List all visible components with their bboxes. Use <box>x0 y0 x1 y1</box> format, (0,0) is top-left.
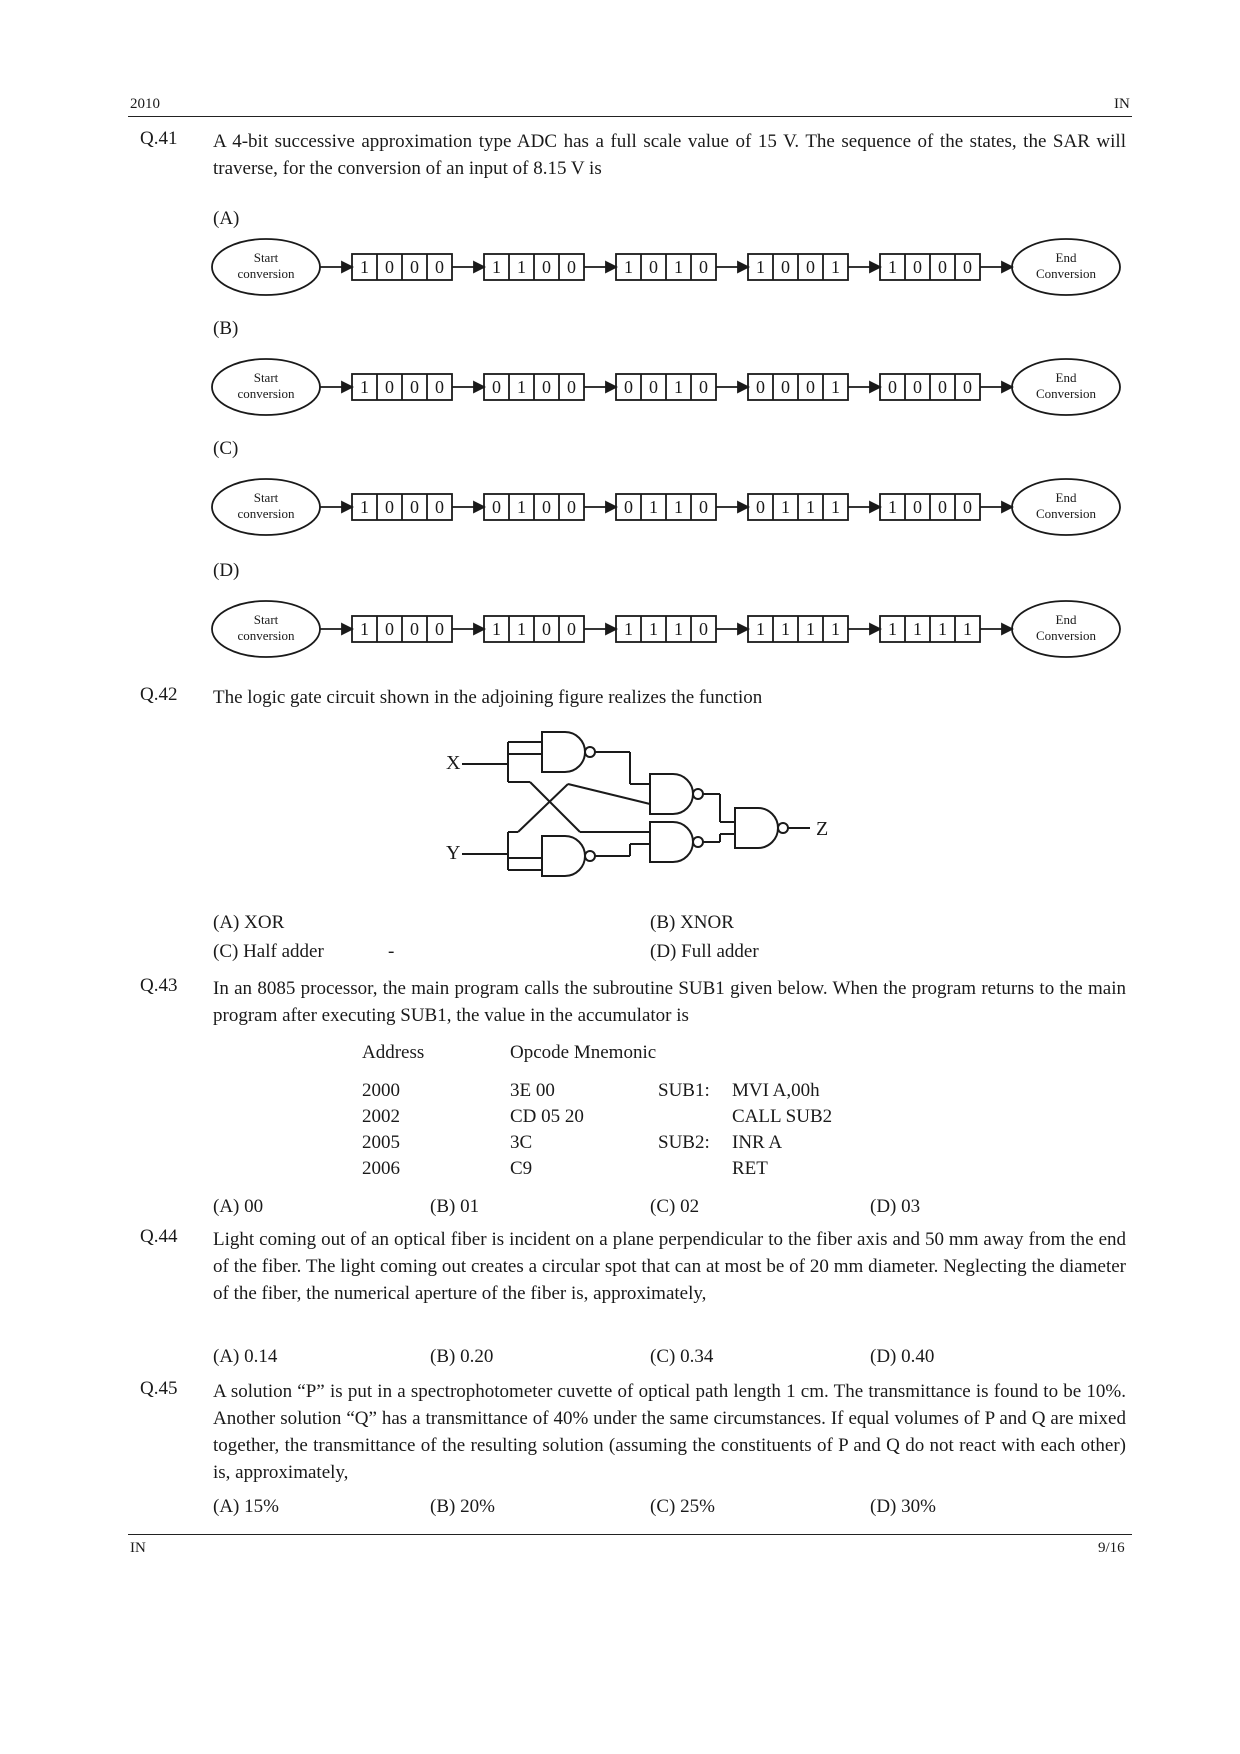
state-bit: 1 <box>517 497 526 517</box>
end-label: End <box>1055 490 1077 505</box>
q41-option-b-diagram <box>210 352 1130 422</box>
q42-output-z-label: Z <box>816 818 829 840</box>
state-bit: 0 <box>410 497 419 517</box>
q45-text: A solution “P” is put in a spectrophotometer cuvette of optical path length 1 cm. The transmittance is found to be 10%. Another solution “Q” has a transmittance of 40% under the same circumstances. If equal volumes of P and Q are mixed together, the transmittance of the resulting solution (assuming the constituents of P and Q do not react with each other) is, approximately, <box>213 1381 1126 1483</box>
state-bit: 1 <box>624 257 633 277</box>
arrow-head <box>870 502 880 512</box>
state-bit: 1 <box>674 497 683 517</box>
state-bit: 1 <box>624 619 633 639</box>
footer-page-number: 9/16 <box>1098 1540 1125 1556</box>
state-bit: 1 <box>649 497 658 517</box>
q44-option-d: (D) 0.40 <box>870 1346 935 1367</box>
state-bit: 1 <box>781 619 790 639</box>
state-bit: 0 <box>938 377 947 397</box>
sar-sequence-svg <box>210 232 1130 302</box>
sar-sequence-svg <box>210 472 1130 542</box>
arrow-head <box>1002 382 1012 392</box>
q43-row-opcode: CD 05 20 <box>510 1106 584 1127</box>
q41-option-b-label: (B) <box>213 318 239 339</box>
q44-number: Q.44 <box>140 1226 178 1247</box>
sar-sequence-svg <box>210 352 1130 422</box>
state-bit: 0 <box>385 497 394 517</box>
state-bit: 0 <box>410 619 419 639</box>
state-bit: 0 <box>913 377 922 397</box>
state-bit: 0 <box>492 377 501 397</box>
q43-row-opcode: C9 <box>510 1158 533 1179</box>
q41-text: A 4-bit successive approximation type ADC has a full scale value of 15 V. The sequence of the states, the SAR will traverse, for the conversion of an input of 8.15 V is <box>213 131 1126 179</box>
arrow-head <box>738 262 748 272</box>
state-bit: 1 <box>831 497 840 517</box>
q45-option-b: (B) 20% <box>430 1496 495 1517</box>
state-bit: 1 <box>781 497 790 517</box>
arrow-head <box>342 502 352 512</box>
q44-option-a: (A) 0.14 <box>213 1346 278 1367</box>
state-bit: 0 <box>963 497 972 517</box>
arrow-head <box>474 262 484 272</box>
state-bit: 0 <box>567 619 576 639</box>
state-bit: 1 <box>831 377 840 397</box>
arrow-head <box>606 382 616 392</box>
arrow-head <box>1002 262 1012 272</box>
state-bit: 0 <box>410 257 419 277</box>
state-bit: 1 <box>517 619 526 639</box>
state-bit: 1 <box>938 619 947 639</box>
state-bit: 0 <box>567 497 576 517</box>
q42-number: Q.42 <box>140 684 178 705</box>
state-bit: 1 <box>674 619 683 639</box>
start-label: conversion <box>237 628 295 643</box>
q45-option-c: (C) 25% <box>650 1496 715 1517</box>
state-bit: 1 <box>517 377 526 397</box>
q42-stray-mark: - <box>388 941 395 962</box>
state-bit: 1 <box>913 619 922 639</box>
arrow-head <box>606 624 616 634</box>
state-bit: 0 <box>913 497 922 517</box>
q45-number: Q.45 <box>140 1378 178 1399</box>
state-bit: 1 <box>360 377 369 397</box>
footer-rule <box>128 1534 1132 1535</box>
arrow-head <box>474 624 484 634</box>
state-bit: 0 <box>699 497 708 517</box>
state-bit: 0 <box>542 257 551 277</box>
end-label: End <box>1055 612 1077 627</box>
q43-row-label: SUB1: <box>658 1080 710 1101</box>
state-bit: 0 <box>542 619 551 639</box>
q42-text: The logic gate circuit shown in the adjoining figure realizes the function <box>213 687 763 708</box>
sar-sequence-svg <box>210 594 1130 664</box>
q43-row-address: 2006 <box>362 1158 400 1179</box>
arrow-head <box>870 624 880 634</box>
q43-option-b: (B) 01 <box>430 1196 480 1217</box>
q42-option-b: (B) XNOR <box>650 912 734 933</box>
q43-row-mnemonic: RET <box>732 1158 768 1179</box>
q44-option-c: (C) 0.34 <box>650 1346 714 1367</box>
arrow-head <box>870 262 880 272</box>
arrow-head <box>342 382 352 392</box>
q43-row-mnemonic: INR A <box>732 1132 783 1153</box>
q43-row-opcode: 3E 00 <box>510 1080 555 1101</box>
q43-option-a: (A) 00 <box>213 1196 264 1217</box>
state-bit: 1 <box>831 257 840 277</box>
state-bit: 1 <box>517 257 526 277</box>
start-label: Start <box>253 490 279 505</box>
start-label: conversion <box>237 386 295 401</box>
q43-row-address: 2002 <box>362 1106 400 1127</box>
state-bit: 0 <box>385 619 394 639</box>
q42-input-y-label: Y <box>446 842 461 864</box>
state-bit: 1 <box>806 497 815 517</box>
arrow-head <box>870 382 880 392</box>
state-bit: 0 <box>410 377 419 397</box>
state-bit: 0 <box>963 257 972 277</box>
state-bit: 0 <box>567 377 576 397</box>
state-bit: 0 <box>756 377 765 397</box>
q41-option-d-label: (D) <box>213 560 240 581</box>
state-bit: 0 <box>699 377 708 397</box>
end-label: Conversion <box>1036 628 1096 643</box>
state-bit: 0 <box>542 377 551 397</box>
state-bit: 1 <box>674 377 683 397</box>
start-label: Start <box>253 250 279 265</box>
q41-option-a-label: (A) <box>213 208 240 229</box>
state-bit: 1 <box>806 619 815 639</box>
state-bit: 0 <box>649 377 658 397</box>
q41-option-c-label: (C) <box>213 438 239 459</box>
q42-option-a: (A) XOR <box>213 912 285 933</box>
state-bit: 0 <box>806 377 815 397</box>
q43-row-opcode: 3C <box>510 1132 533 1153</box>
state-bit: 0 <box>649 257 658 277</box>
state-bit: 1 <box>674 257 683 277</box>
state-bit: 1 <box>888 257 897 277</box>
end-label: End <box>1055 370 1077 385</box>
state-bit: 0 <box>492 497 501 517</box>
arrow-head <box>738 382 748 392</box>
q43-row-mnemonic: MVI A,00h <box>732 1080 820 1101</box>
arrow-head <box>738 502 748 512</box>
q43-number: Q.43 <box>140 975 178 996</box>
state-bit: 1 <box>360 619 369 639</box>
state-bit: 0 <box>806 257 815 277</box>
arrow-head <box>342 624 352 634</box>
arrow-head <box>1002 502 1012 512</box>
q42-input-x-label: X <box>446 752 461 774</box>
state-bit: 1 <box>756 619 765 639</box>
q41-option-c-diagram <box>210 472 1130 542</box>
arrow-head <box>738 624 748 634</box>
arrow-head <box>474 502 484 512</box>
arrow-head <box>1002 624 1012 634</box>
state-bit: 0 <box>756 497 765 517</box>
state-bit: 0 <box>699 257 708 277</box>
state-bit: 1 <box>649 619 658 639</box>
q43-option-d: (D) 03 <box>870 1196 921 1217</box>
state-bit: 0 <box>699 619 708 639</box>
state-bit: 0 <box>435 497 444 517</box>
q44-option-b: (B) 0.20 <box>430 1346 494 1367</box>
state-bit: 0 <box>385 257 394 277</box>
arrow-head <box>474 382 484 392</box>
state-bit: 1 <box>888 497 897 517</box>
start-label: conversion <box>237 506 295 521</box>
state-bit: 0 <box>567 257 576 277</box>
state-bit: 1 <box>360 257 369 277</box>
state-bit: 0 <box>435 257 444 277</box>
q43-row-label: SUB2: <box>658 1132 710 1153</box>
q43-text: In an 8085 processor, the main program calls the subroutine SUB1 given below. When the program returns to the main program after executing SUB1, the value in the accumulator is <box>213 978 1126 1026</box>
q45-option-a: (A) 15% <box>213 1496 279 1517</box>
state-bit: 0 <box>781 257 790 277</box>
state-bit: 0 <box>435 377 444 397</box>
state-bit: 0 <box>435 619 444 639</box>
start-label: Start <box>253 370 279 385</box>
state-bit: 0 <box>888 377 897 397</box>
state-bit: 0 <box>385 377 394 397</box>
q42-logic-circuit <box>430 722 850 882</box>
state-bit: 0 <box>938 497 947 517</box>
arrow-head <box>606 502 616 512</box>
state-bit: 1 <box>360 497 369 517</box>
state-bit: 0 <box>542 497 551 517</box>
q42-option-c: (C) Half adder <box>213 941 324 962</box>
footer-paper: IN <box>130 1540 146 1556</box>
state-bit: 1 <box>756 257 765 277</box>
state-bit: 0 <box>913 257 922 277</box>
arrow-head <box>606 262 616 272</box>
state-bit: 0 <box>963 377 972 397</box>
end-label: Conversion <box>1036 266 1096 281</box>
q43-col-opcode: Opcode Mnemonic <box>510 1042 657 1063</box>
end-label: Conversion <box>1036 386 1096 401</box>
q43-col-address: Address <box>362 1042 425 1063</box>
q45-option-d: (D) 30% <box>870 1496 936 1517</box>
state-bit: 1 <box>963 619 972 639</box>
state-bit: 1 <box>888 619 897 639</box>
q42-option-d: (D) Full adder <box>650 941 759 962</box>
q43-option-c: (C) 02 <box>650 1196 700 1217</box>
state-bit: 0 <box>624 377 633 397</box>
q43-row-address: 2005 <box>362 1132 400 1153</box>
q43-row-mnemonic: CALL SUB2 <box>732 1106 833 1127</box>
end-label: Conversion <box>1036 506 1096 521</box>
state-bit: 1 <box>831 619 840 639</box>
start-label: conversion <box>237 266 295 281</box>
start-label: Start <box>253 612 279 627</box>
state-bit: 0 <box>781 377 790 397</box>
q41-option-a-diagram <box>210 232 1130 302</box>
state-bit: 0 <box>938 257 947 277</box>
header-rule <box>128 116 1132 117</box>
header-year: 2010 <box>130 96 160 112</box>
q41-number: Q.41 <box>140 128 178 149</box>
arrow-head <box>342 262 352 272</box>
end-label: End <box>1055 250 1077 265</box>
state-bit: 0 <box>624 497 633 517</box>
header-paper: IN <box>1114 96 1130 112</box>
q43-row-address: 2000 <box>362 1080 400 1101</box>
q44-text: Light coming out of an optical fiber is incident on a plane perpendicular to the fiber axis and 50 mm away from the end of the fiber. The light coming out creates a circular spot that can at most be of 20 mm diameter. Neglecting the diameter of the fiber, the numerical aperture of the fiber is, approximately, <box>213 1229 1126 1304</box>
state-bit: 1 <box>492 257 501 277</box>
state-bit: 1 <box>492 619 501 639</box>
q41-option-d-diagram <box>210 594 1130 664</box>
